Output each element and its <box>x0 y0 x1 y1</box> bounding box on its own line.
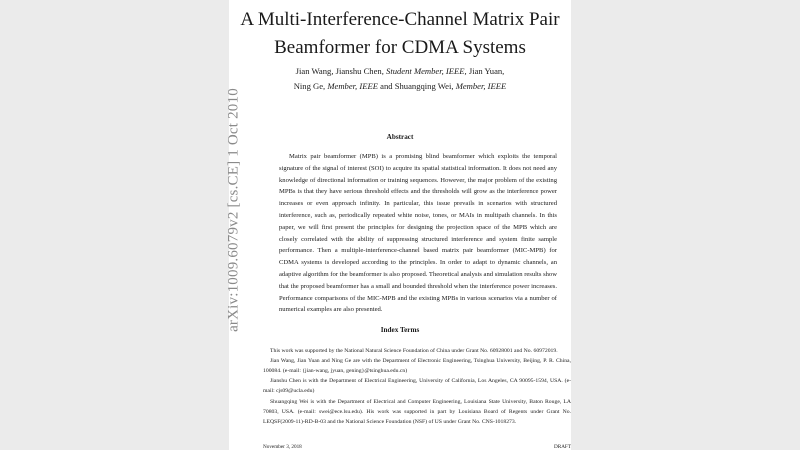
author-line-1 <box>229 66 571 76</box>
author-membership: Student Member, IEEE, <box>386 66 467 76</box>
footer-date: November 3, 2018 <box>263 444 302 450</box>
author-conjunction: and <box>380 81 393 91</box>
index-terms-heading: Index Terms <box>380 326 420 334</box>
abstract-heading: Abstract <box>386 133 414 141</box>
author-name: Shuangqing Wei, <box>394 81 454 91</box>
footnote-affiliation-ucla: Jianshu Chen is with the Department of Electrical Engineering, University of California, Los Angeles, CA 90095-1594, USA. (e-mail: cjs09@ucla.edu) <box>263 378 571 394</box>
footnote-affiliation-tsinghua: Jian Wang, Jian Yuan and Ning Ge are with the Department of Electronic Engineering, Tsinghua University, Beijing, P. R. China, 100084. (e-mail: {jian-wang, jyuan, gening}@tsinghua.edu.cn) <box>263 358 571 374</box>
arxiv-stamp-text: arXiv:1009.6079v2 [cs.CE] 1 Oct 2010 <box>225 88 242 332</box>
author-name: Jian Yuan, <box>468 66 505 76</box>
footer-draft-label: DRAFT <box>553 444 571 450</box>
paper-title-line-2: Beamformer for CDMA Systems <box>274 37 526 58</box>
footnote-affiliation-lsu: Shuangqing Wei is with the Department of Electrical and Computer Engineering, Louisiana State University, Baton Rouge, LA 70803, USA. (e-mail: swei@ece.lsu.edu). His work was supported in part by Louisiana Board of Regents under Grant No. LEQSF(2009-11)-RD-B-03 and the National Science Foundation (NSF) of US under Grant No. CNS-1018273. <box>263 399 571 425</box>
author-name: Ning Ge, <box>293 81 326 91</box>
footnote-funding: This work was supported by the National Natural Science Foundation of China under Grant No. 60928001 and No. 60972019. <box>270 348 558 354</box>
abstract-body: Matrix pair beamformer (MPB) is a promising blind beamformer which exploits the temporal signature of the signal of interest (SOI) to acquire its spatial statistical information. It does not need any knowledge of directional information or training sequences. However, the major problem of the existing MPBs is that they have serious threshold effects and the thresholds will grow as the interference power increases or even approach infinity. In particular, this issue prevails in scenarios with structured interference, such as, periodically repeated white noise, tones, or MAIs in multipath channels. In this paper, we will first present the principles for designing the projection space of the MPB which are closely correlated with the ability of suppressing structured interference and system finite sample performance. Then a multiple-interference-channel based matrix pair beamformer (MIC-MPB) for CDMA systems is developed according to the principles. In order to adapt to dynamic channels, an adaptive algorithm for the beamformer is also proposed. Theoretical analysis and simulation results show that the proposed beamformer has a small and bounded threshold when the interference power increases. Performance comparisons of the MIC-MPB and the existing MPBs in various scenarios via a number of numerical examples are also presented. <box>279 153 557 314</box>
author-line-2 <box>229 81 571 91</box>
author-membership: Member, IEEE <box>327 81 378 91</box>
author-membership: Member, IEEE <box>455 81 507 91</box>
paper-title-line-1: A Multi-Interference-Channel Matrix Pair <box>240 9 560 30</box>
author-names: Jian Wang, Jianshu Chen, <box>295 66 384 76</box>
